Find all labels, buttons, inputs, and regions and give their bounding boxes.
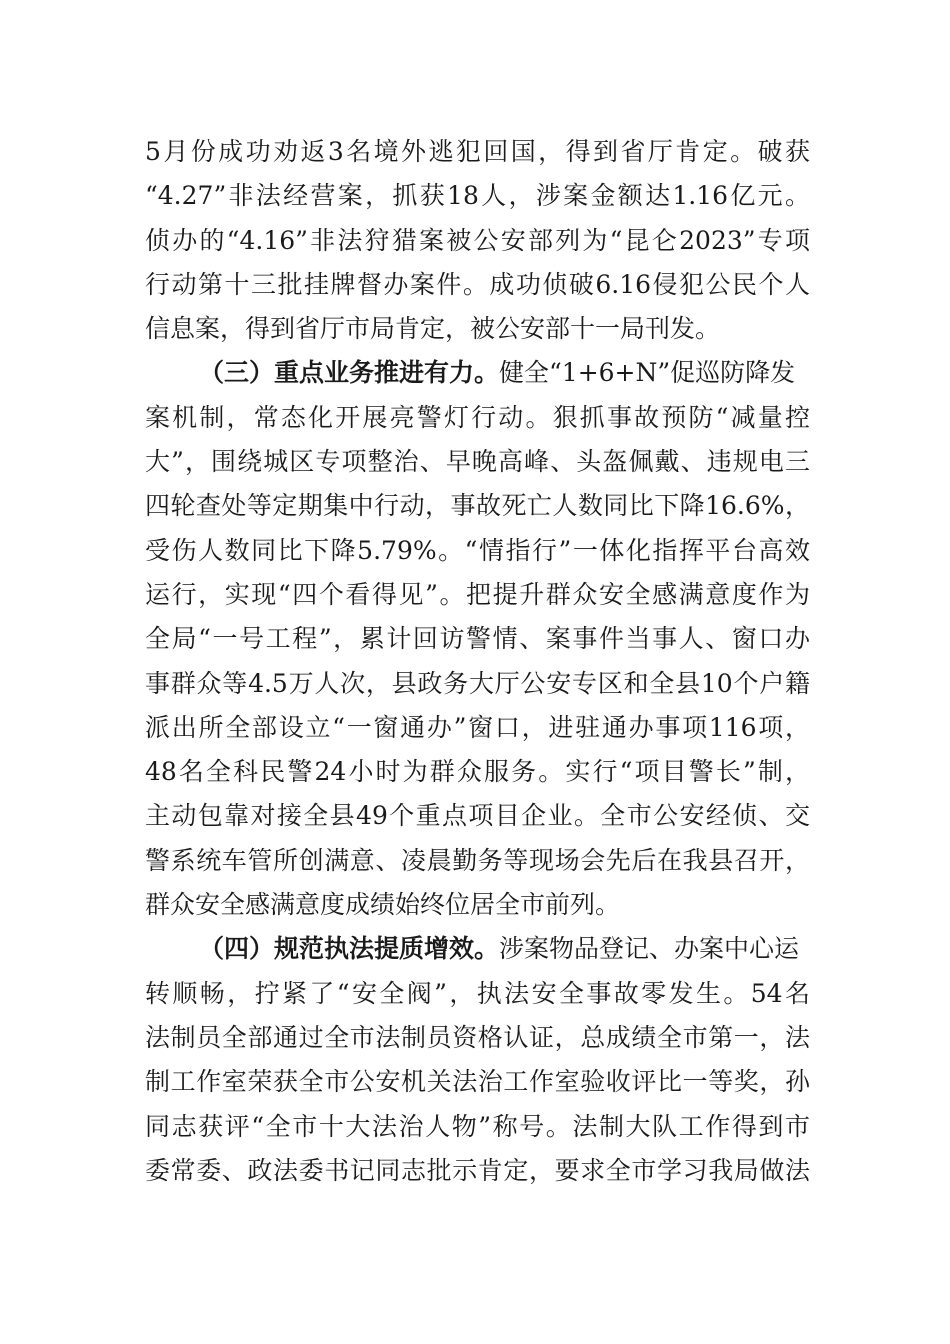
paragraph-1 [145,130,810,351]
text-line [145,351,810,395]
text-line: “4.27”非法经营案，抓获18人，涉案金额达1.16亿元。 [145,181,810,211]
text-run: 健全“1+6+N”促巡防降发 [499,358,796,388]
text-line: 同志获评“全市十大法治人物”称号。法制大队工作得到市 [145,1111,810,1141]
text-line: 运行，实现“四个看得见”。把提升群众安全感满意度作为 [145,579,810,609]
text-line: 四轮查处等定期集中行动，事故死亡人数同比下降16.6%， [145,491,810,521]
text-line: 大”，围绕城区专项整治、早晚高峰、头盔佩戴、违规电三 [145,447,810,477]
text-line: 派出所全部设立“一窗通办”窗口，进驻通办事项116项， [145,712,810,742]
text-line: 转顺畅，拧紧了“安全阀”，执法安全事故零发生。54名 [145,978,810,1008]
text-line: 信息案，得到省厅市局肯定，被公安部十一局刊发。 [145,314,721,344]
text-line: 侦办的“4.16”非法狩猎案被公安部列为“昆仑2023”专项 [145,225,810,255]
text-line: 48名全科民警24小时为群众服务。实行“项目警长”制， [145,757,810,787]
text-line: 主动包靠对接全县49个重点项目企业。全市公安经侦、交 [145,801,810,831]
text-line: 行动第十三批挂牌督办案件。成功侦破6.16侵犯公民个人 [145,269,810,299]
text-line: 制工作室荣获全市公安机关法治工作室验收评比一等奖，孙 [145,1067,810,1097]
text-line: 受伤人数同比下降5.79%。“情指行”一体化指挥平台高效 [145,535,810,565]
text-line: 委常委、政法委书记同志批示肯定，要求全市学习我局做法 [145,1155,810,1185]
document-body [145,130,810,1193]
paragraph-2 [145,351,810,927]
text-line: 法制员全部通过全市法制员资格认证，总成绩全市第一，法 [145,1022,810,1052]
text-line: 5月份成功劝返3名境外逃犯回国，得到省厅肯定。破获 [145,137,810,166]
text-line: 全局“一号工程”，累计回访警情、案事件当事人、窗口办 [145,624,810,654]
text-line: 案机制，常态化开展亮警灯行动。狠抓事故预防“减量控 [145,402,810,432]
text-line [145,927,810,971]
text-line: 事群众等4.5万人次，县政务大厅公安专区和全县10个户籍 [145,668,810,698]
text-line: 警系统车管所创满意、凌晨勤务等现场会先后在我县召开， [145,845,810,875]
text-line: 群众安全感满意度成绩始终位居全市前列。 [145,890,621,920]
text-run: 涉案物品登记、办案中心运 [499,934,800,964]
section-heading-3: （三）重点业务推进有力。 [199,358,500,388]
paragraph-3 [145,927,810,1193]
section-heading-4: （四）规范执法提质增效。 [199,934,500,964]
